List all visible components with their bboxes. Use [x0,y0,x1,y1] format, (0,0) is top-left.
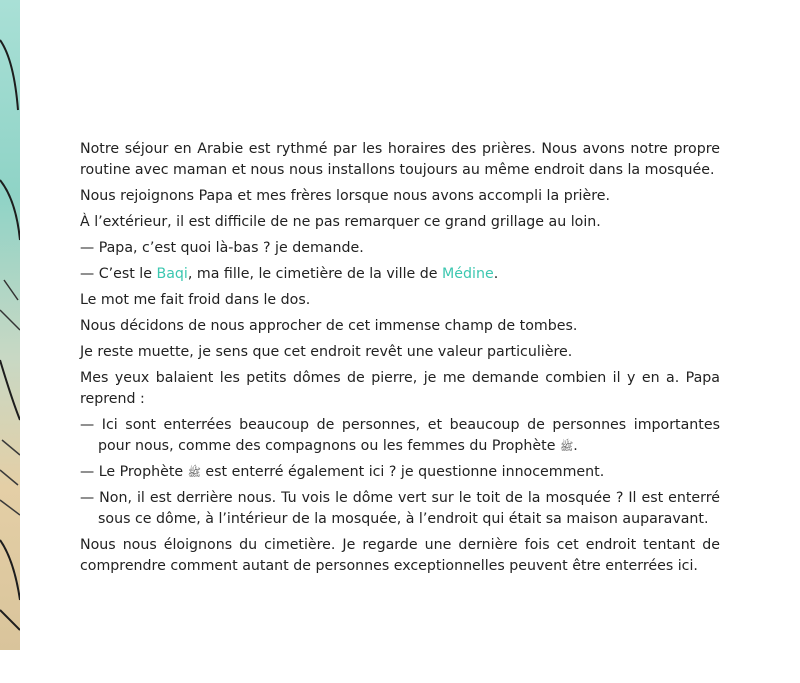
paragraph: Nous décidons de nous approcher de cet immense champ de tombes. [80,318,578,334]
dialogue-line: — Non, il est derrière nous. Tu vois le dôme vert sur le toit de la mosquée ? Il est enterré sous ce dôme, à l’intérieur de la mosquée, à l’endroit qui était sa maison auparavant. [80,490,720,527]
dialogue-line [80,415,720,457]
honorific-symbol: ﷺ [187,466,201,479]
dialogue-line: — Papa, c’est quoi là-bas ? je demande. [80,240,364,256]
dialogue-line [80,462,720,483]
dialogue-text: , ma fille, le cimetière de la ville de [187,266,443,282]
dialogue-text: . [573,438,578,454]
place-name-baqi: Baqi [156,266,188,282]
paragraph: Nous nous éloignons du cimetière. Je regarde une dernière fois cet endroit tentant de comprendre comment autant de personnes exceptionnelles peuvent être enterrées ici. [80,537,720,574]
dialogue-text: — Ici sont enterrées beaucoup de personnes, et beaucoup de personnes importantes pour nous, comme des compagnons ou les femmes du Prophète [80,417,720,454]
dialogue-line [80,264,720,285]
paragraph: Le mot me fait froid dans le dos. [80,292,311,308]
page-text [80,139,720,582]
dialogue-text: . [493,266,499,282]
dialogue-text: est enterré également ici ? je questionne innocemment. [200,464,605,480]
illustration-edge [0,0,20,650]
paragraph: Mes yeux balaient les petits dômes de pierre, je me demande combien il y en a. Papa reprend : [80,370,720,407]
paragraph: Notre séjour en Arabie est rythmé par les horaires des prières. Nous avons notre propre routine avec maman et nous nous installons toujours au même endroit dans la mosquée. [80,141,720,178]
illustration-lines [0,0,20,650]
honorific-symbol: ﷺ [559,440,574,453]
dialogue-text: — C’est le [80,266,157,282]
paragraph: Nous rejoignons Papa et mes frères lorsque nous avons accompli la prière. [80,188,610,204]
dialogue-text: — Le Prophète [80,464,188,480]
paragraph: À l’extérieur, il est difficile de ne pas remarquer ce grand grillage au loin. [80,214,601,230]
place-name-medine: Médine [442,266,494,282]
paragraph: Je reste muette, je sens que cet endroit revêt une valeur particulière. [80,344,573,360]
